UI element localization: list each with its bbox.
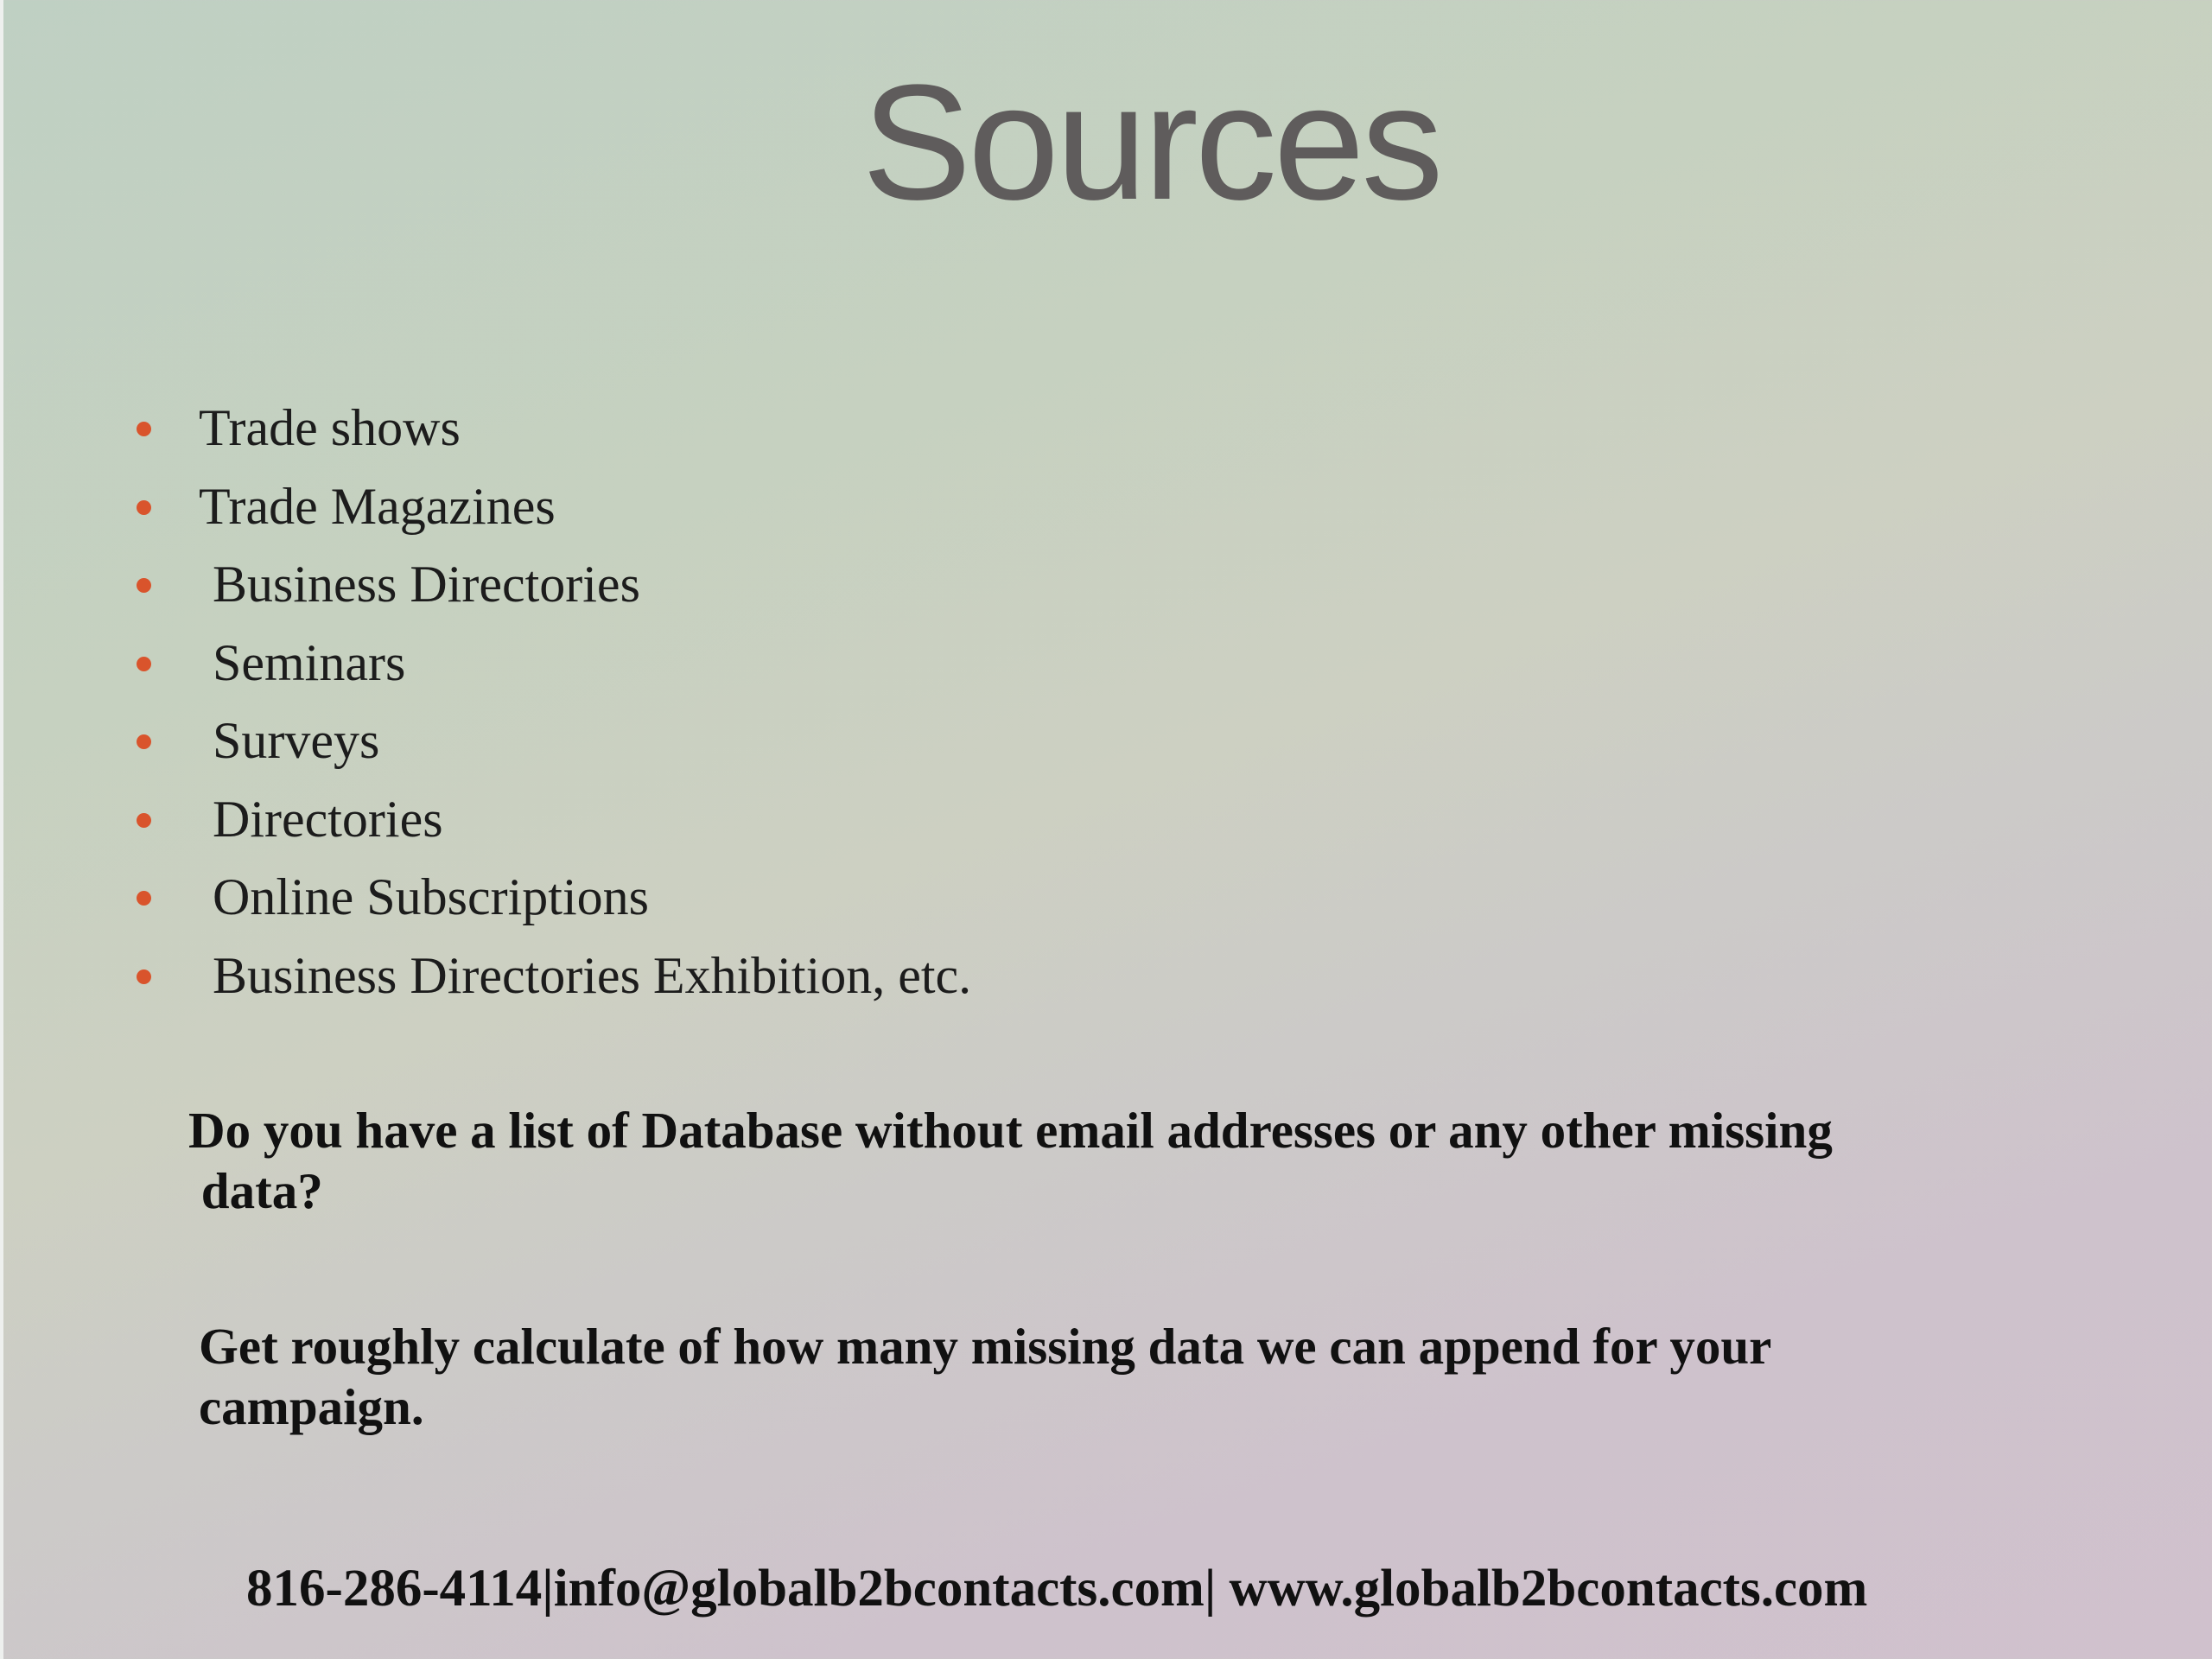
- contact-footer: 816-286-4114|info@globalb2bcontacts.com| www.globalb2bcontacts.com: [246, 1560, 1868, 1618]
- list-item-label: Business Directories: [213, 556, 640, 613]
- list-item-label: Online Subscriptions: [213, 868, 649, 925]
- offer-line-1: Get roughly calculate of how many missing data we can append for your: [199, 1318, 1772, 1375]
- offer-line-2: campaign.: [199, 1378, 424, 1435]
- bullet-icon: [137, 578, 151, 593]
- list-item-label: Trade Magazines: [199, 477, 556, 535]
- slide-left-edge: [0, 0, 3, 1659]
- list-item-label: Trade shows: [199, 399, 461, 456]
- list-item-label: Surveys: [213, 712, 380, 769]
- bullet-icon: [137, 813, 151, 828]
- bullet-icon: [137, 969, 151, 984]
- list-item-label: Seminars: [213, 633, 406, 691]
- offer-paragraph: [199, 1316, 1771, 1437]
- bullet-icon: [137, 891, 151, 906]
- question-paragraph: [188, 1100, 1833, 1221]
- bullet-icon: [137, 734, 151, 749]
- question-line-1: Do you have a list of Database without email addresses or any other missing: [188, 1102, 1833, 1159]
- list-item-label: Directories: [213, 790, 443, 848]
- list-item-label: Business Directories Exhibition, etc.: [213, 946, 972, 1004]
- bullet-icon: [137, 422, 151, 436]
- bullet-icon: [137, 500, 151, 515]
- bullet-icon: [137, 657, 151, 671]
- question-line-2: data?: [200, 1162, 323, 1219]
- slide-title: Sources: [861, 51, 1440, 234]
